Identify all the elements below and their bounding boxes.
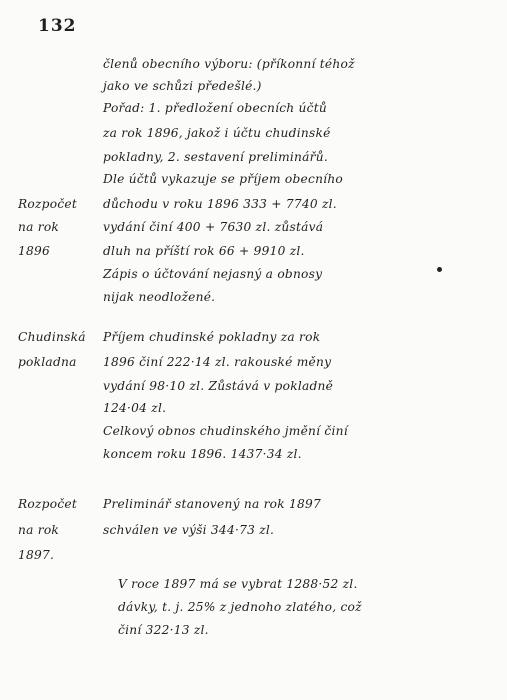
body-line: koncem roku 1896. 1437·34 zl. — [103, 447, 302, 461]
body-line: V roce 1897 má se vybrat 1288·52 zl. — [118, 577, 358, 591]
body-line: dluh na příští rok 66 + 9910 zl. — [103, 244, 305, 258]
margin-note: 1896 — [18, 244, 51, 258]
body-line: dávky, t. j. 25% z jednoho zlatého, což — [118, 600, 362, 614]
margin-note: Chudinská — [18, 330, 86, 344]
body-line: 1896 činí 222·14 zl. rakouské měny — [103, 355, 332, 369]
body-line: vydání 98·10 zl. Zůstává v pokladně — [103, 379, 334, 393]
body-line: Dle účtů vykazuje se příjem obecního — [103, 172, 344, 186]
body-line: důchodu v roku 1896 333 + 7740 zl. — [103, 197, 337, 211]
margin-note: Rozpočet — [18, 197, 78, 211]
body-line: Preliminář stanovený na rok 1897 — [103, 497, 322, 511]
body-line: schválen ve výši 344·73 zl. — [103, 523, 275, 537]
body-line: Zápis o účtování nejasný a obnosy — [103, 267, 323, 281]
body-line: Příjem chudinské pokladny za rok — [103, 330, 321, 344]
body-line: členů obecního výboru: (příkonní téhož — [103, 57, 355, 71]
margin-note: na rok — [18, 523, 60, 537]
body-line: Celkový obnos chudinského jmění činí — [103, 424, 348, 438]
margin-note: 1897. — [18, 548, 55, 562]
margin-note: Rozpočet — [18, 497, 78, 511]
body-line: vydání činí 400 + 7630 zl. zůstává — [103, 220, 324, 234]
margin-note: na rok — [18, 220, 60, 234]
body-line: za rok 1896, jakož i účtu chudinské — [103, 126, 331, 140]
page-number: 132 — [38, 16, 77, 36]
body-line: Pořad: 1. předložení obecních účtů — [103, 101, 327, 115]
ink-dot — [437, 267, 442, 272]
body-line: 124·04 zl. — [103, 401, 167, 415]
body-line: činí 322·13 zl. — [118, 623, 209, 637]
body-line: jako ve schůzi předešlé.) — [103, 79, 262, 93]
body-line: nijak neodložené. — [103, 290, 216, 304]
margin-note: pokladna — [18, 355, 77, 369]
body-line: pokladny, 2. sestavení preliminářů. — [103, 150, 328, 164]
